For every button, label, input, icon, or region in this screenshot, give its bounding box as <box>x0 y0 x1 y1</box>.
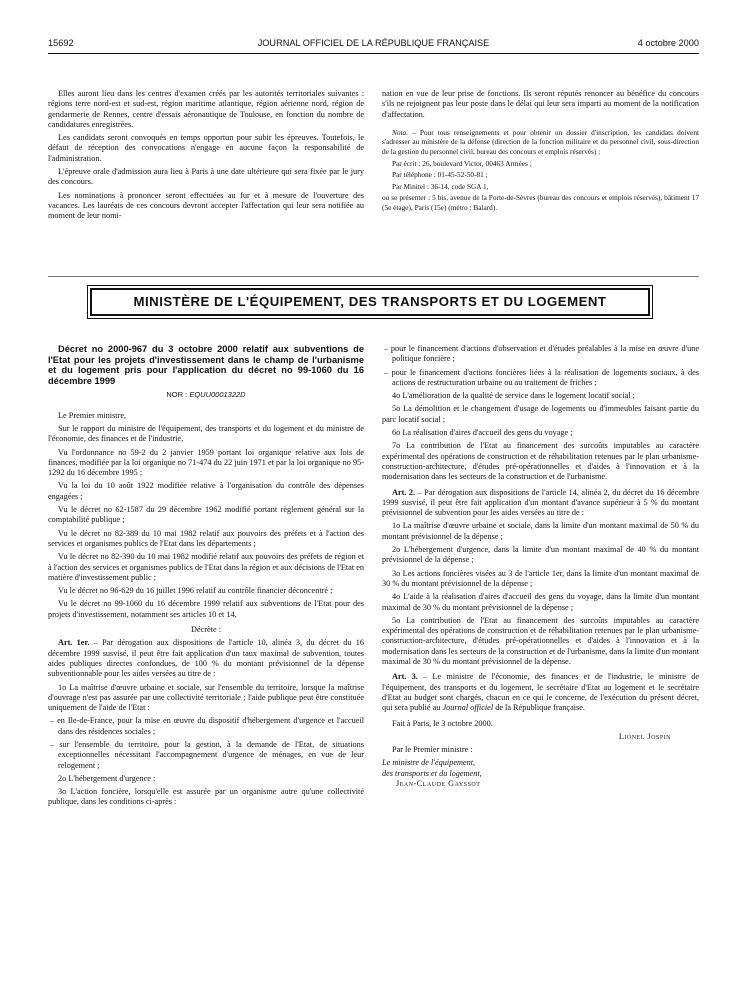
paragraph: Vu le décret no 82-389 du 10 mai 1982 relatif aux pouvoirs des préfets et à l'action des services et organismes publics de l'Etat dans les départements ; <box>48 528 364 548</box>
paragraph: Vu la loi du 10 août 1922 modifiée relative à l'organisation du contrôle des dépenses engagées ; <box>48 481 364 501</box>
page-number: 15692 <box>48 38 74 48</box>
paragraph: Vu le décret no 99-1060 du 16 décembre 1999 relatif aux subventions de l'Etat pour des projets d'investissement, notamment ses articles 10 et 14, <box>48 599 364 619</box>
paragraph: Vu l'ordonnance no 59-2 du 2 janvier 1959 portant loi organique relative aux lois de finances, modifiée par la loi organique no 71-474 du 22 juin 1971 et par la loi organique no 95-1292 du 16 décembre 1995 ; <box>48 447 364 478</box>
article-1-label: Art. 1er. <box>58 638 90 648</box>
decrete-heading: Décrète : <box>191 625 221 635</box>
list-item: 5o La contribution de l'Etat au financement des surcoûts imputables au caractère expérimental des opérations de construction et de réhabilitation retenues par le plan urbanisme-construction-architecture, d'études pré-opérationnelles et d'aides à l'innovation et à la modernisation dans les secteurs de la construction et de l'urbanisme, dans la limite d'un montant maximal de 30 % du montant prévisionnel de la dépense. <box>382 615 699 667</box>
list-item: 7o La contribution de l'Etat au financement des surcoûts imputables au caractère expérimental des opérations de construction et de réhabilitation retenues par le plan urbanisme-construction-architecture, d'études pré-opérationnelles et d'aides à l'innovation et à la modernisation dans les secteurs de la construction et de l'urbanisme. <box>382 441 699 482</box>
paragraph: Vu le décret no 82-390 du 10 mai 1982 modifié relatif aux pouvoirs des préfets de région et à l'action des services et organismes publics de l'Etat dans la région et aux décisions de l'Etat en matière d'investissement public ; <box>48 552 364 582</box>
paragraph: Le Premier ministre, <box>58 410 127 420</box>
list-item: 2o L'hébergement d'urgence ; <box>58 773 156 783</box>
dash-item: – sur l'ensemble du territoire, pour la gestion, à la demande de l'Etat, de situations exceptionnelles nécessitant l'accompagnement d'urgence de ménages, en vue de leur relogement ; <box>50 739 364 770</box>
list-item: 6o La réalisation d'aires d'accueil des gens du voyage ; <box>392 428 573 438</box>
article-3-text: – Le ministre de l'économie, des finances et de l'industrie, le ministre de l'équipement, des transports et du logement, le secrétaire d'Etat au logement et le secrétaire d'Etat au budget sont chargés, chacun en ce qui le concerne, de l'exécution du présent décret, qui sera publié au <box>382 672 699 713</box>
article-3-end: de la République française. <box>493 703 585 713</box>
section-divider <box>48 276 699 277</box>
ministry-banner: MINISTÈRE DE L'ÉQUIPEMENT, DES TRANSPORTS ET DU LOGEMENT <box>90 288 650 316</box>
header-rule <box>48 53 699 54</box>
nor-reference: NOR : EQUU0001322D <box>166 390 246 400</box>
nota-label: Nota. <box>392 127 409 137</box>
list-item: 3o Les actions foncières visées au 3 de l'article 1er, dans la limite d'un montant maximal de 30 % du montant prévisionnel de la dépense ; <box>382 568 699 588</box>
minister-title: des transports et du logement, <box>382 768 482 778</box>
by-prime-minister: Par le Premier ministre : <box>392 745 473 755</box>
paragraph: L'épreuve orale d'admission aura lieu à Paris à une date ultérieure qui sera fixée par le jury des concours. <box>48 167 364 187</box>
paragraph: Sur le rapport du ministre de l'équipement, des transports et du logement et du ministre de l'économie, des finances et de l'industrie, <box>48 423 364 444</box>
done-at: Fait à Paris, le 3 octobre 2000. <box>392 718 493 728</box>
contact-line: Par Minitel : 36-14, code SGA 1, <box>392 181 489 191</box>
present-line: ou se présenter : 5 bis, avenue de la Porte-de-Sèvres (bureau des concours et emplois réservés), bâtiment 17 (5e étage), Paris (15e) (métro : Balard). <box>382 193 699 213</box>
list-item: 2o L'hébergement d'urgence, dans la limite d'un montant maximal de 40 % du montant prévisionnel de la dépense ; <box>382 545 699 565</box>
paragraph: Les candidats seront convoqués en temps opportun pour subir les épreuves. Toutefois, le défaut de réception des convocations n'engage en aucune façon la responsabilité de l'administration. <box>48 133 364 163</box>
issue-date: 4 octobre 2000 <box>637 38 699 48</box>
list-item: 4o L'amélioration de la qualité de service dans le logement locatif social ; <box>392 391 635 401</box>
minister-title: Le ministre de l'équipement, <box>382 758 476 768</box>
dash-item: – pour le financement d'actions d'observation et d'études préalables à la mise en œuvre d'une politique foncière ; <box>384 344 699 364</box>
list-item: 1o La maîtrise d'œuvre urbaine et sociale, sur l'ensemble du territoire, lorsque la maîtrise d'ouvrage n'est pas assurée par une collectivité territoriale ; l'aide publique peut être constituée uniquement de l'aide de l'Etat : <box>48 682 364 713</box>
top-left-column <box>48 89 364 225</box>
list-item: 4o L'aide à la réalisation d'aires d'accueil des gens du voyage, dans la limite d'un montant maximal de 30 % du montant prévisionnel de la dépense ; <box>382 592 699 612</box>
list-item: 3o L'action foncière, lorsqu'elle est assurée par un organisme autre qu'une collectivité publique, dans les conditions ci-après : <box>48 787 364 807</box>
decree-title: Décret no 2000-967 du 3 octobre 2000 relatif aux subventions de l'Etat pour les projets d'investissement dans le champ de l'urbanisme et du logement pris pour l'application du décret no 99-1060 du 16 décembre 1999 <box>48 344 364 386</box>
paragraph: Les nominations à prononcer seront effectuées au fur et à mesure de l'ouverture des vacances. Les lauréats de ces concours devront accepter l'affectation qui leur sera notifiée au moment de leur nomi- <box>48 190 364 221</box>
paragraph: Vu le décret no 96-629 du 16 juillet 1996 relatif au contrôle financier déconcentré ; <box>58 586 333 596</box>
journal-officiel-ref: Journal officiel <box>442 703 494 713</box>
paragraph: Elles auront lieu dans les centres d'examen créés par les autorités territoriales suivantes : régions terre nord-est et sud-est, région maritime atlantique, région aérienne nord, région de gendarmerie de Rennes, centre d'essais aéronautique de Toulouse, en fonction du nombre de candidatures enregistrées. <box>48 89 364 129</box>
page-header <box>48 38 699 52</box>
decree-left-column <box>48 344 364 811</box>
article-2-label: Art. 2. <box>392 487 416 497</box>
nota-block <box>382 128 699 213</box>
decree-right-column <box>382 344 699 792</box>
list-item: 5o La démolition et le changement d'usage de logements ou d'immeubles faisant partie du parc locatif social ; <box>382 404 699 424</box>
article-2-text: – Par dérogation aux dispositions de l'article 14, alinéa 2, du décret du 16 décembre 1999 susvisé, il peut être fait application d'un montant d'avance supérieur à 5 % du montant prévisionnel de subvention pour les aides versées au titre de : <box>382 487 699 518</box>
article-1-text: – Par dérogation aux dispositions de l'article 10, alinéa 3, du décret du 16 décembre 1999 susvisé, il peut être fait application d'un taux maximal de subvention, toutes aides publiques directes confondues, de 100 % du montant prévisionnel de la dépense subventionnable pour les aides versées au titre de : <box>48 638 364 679</box>
nota-text: – Pour tous renseignements et pour obtenir un dossier d'inscription, les candidats doivent s'adresser au ministère de la défense (direction de la fonction militaire et du personnel civil, sous-direction de la gestion du personnel civil, bureau des concours et emplois réservés) : <box>382 127 699 157</box>
contact-line: Par téléphone : 01-45-52-50-81 ; <box>392 170 488 180</box>
dash-item: – pour le financement d'actions foncières liées à la réalisation de logements sociaux, à des actions de restructuration urbaine ou au traitement de friches ; <box>384 367 699 387</box>
signature-prime-minister: Lionel Jospin <box>618 731 671 741</box>
signature-minister: Jean-Claude Gayssot <box>396 778 481 788</box>
dash-item: – en Ile-de-France, pour la mise en œuvre du dispositif d'hébergement d'urgence et l'accueil dans des résidences sociales ; <box>50 716 364 736</box>
list-item: 1o La maîtrise d'œuvre urbaine et sociale, dans la limite d'un montant maximal de 50 % du montant prévisionnel de la dépense ; <box>382 521 699 541</box>
paragraph: Vu le décret no 62-1587 du 29 décembre 1962 modifié portant règlement général sur la comptabilité publique ; <box>48 505 364 525</box>
top-right-column <box>382 89 699 215</box>
paragraph: nation en vue de leur prise de fonctions. Ils seront réputés renoncer au bénéfice du concours s'ils ne rejoignent pas leur poste dans le délai qui leur sera imparti au moment de la notification d'affectation. <box>382 89 699 119</box>
journal-title: JOURNAL OFFICIEL DE LA RÉPUBLIQUE FRANÇAISE <box>257 38 490 48</box>
article-3-label: Art. 3. <box>392 672 418 682</box>
contact-line: Par écrit : 26, boulevard Victor, 00463 Armées ; <box>392 158 532 168</box>
